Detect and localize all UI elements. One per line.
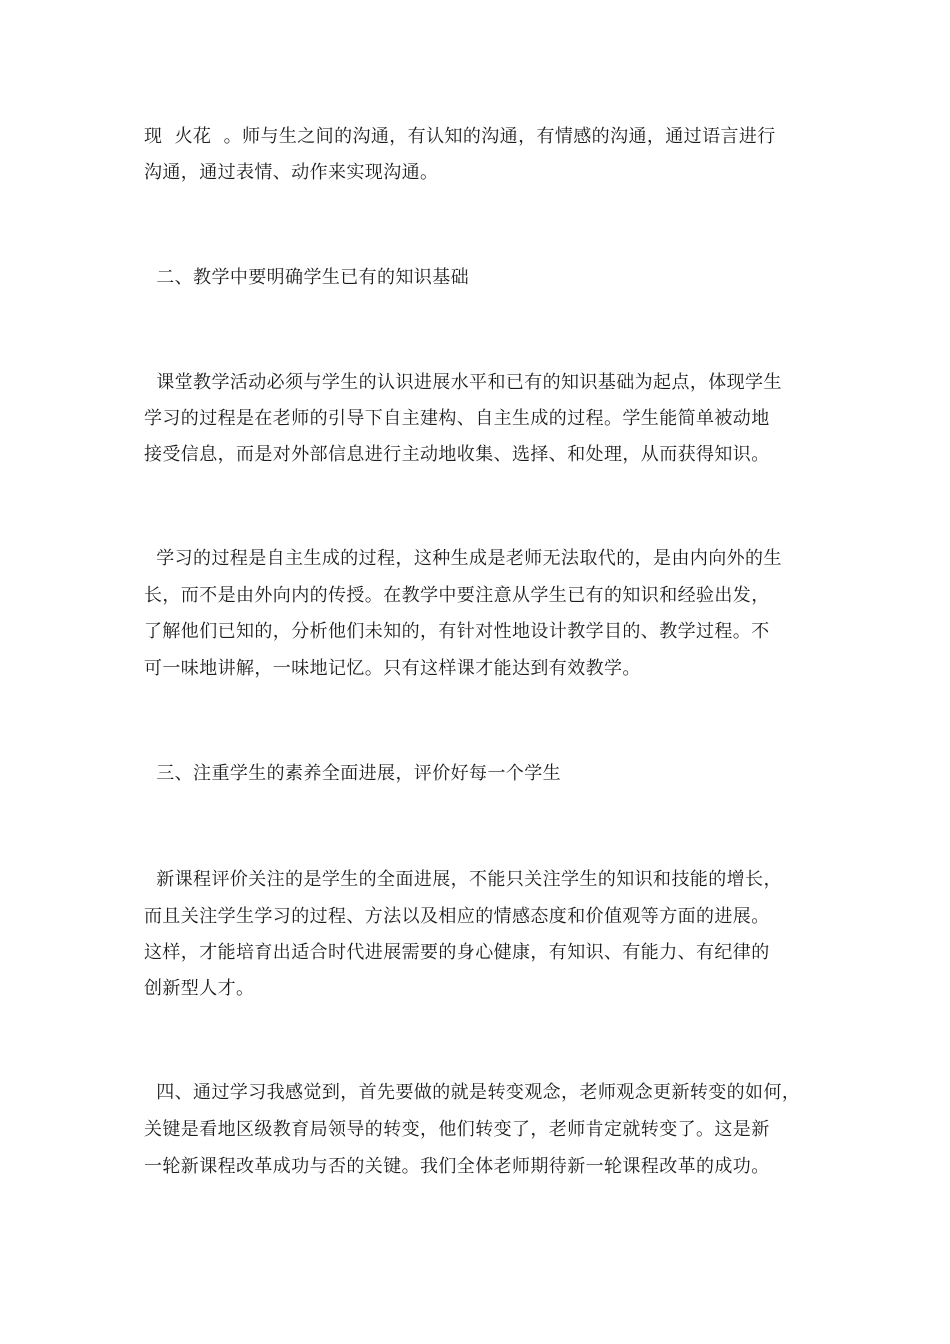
paragraph-4-line-2: 而且关注学生学习的过程、方法以及相应的情感态度和价值观等方面的进展。 — [144, 906, 770, 927]
paragraph-4-line-3: 这样，才能培育出适合时代进展需要的身心健康，有知识、有能力、有纪律的 — [144, 942, 770, 963]
paragraph-3-line-3: 了解他们已知的，分析他们未知的，有针对性地设计教学目的、教学过程。不 — [144, 621, 770, 642]
paragraph-2-line-3: 接受信息，而是对外部信息进行主动地收集、选择、和处理，从而获得知识。 — [144, 444, 770, 465]
section-heading-2: 二、教学中要明确学生已有的知识基础 — [144, 267, 470, 288]
paragraph-2-line-1: 课堂教学活动必须与学生的认识进展水平和已有的知识基础为起点，体现学生 — [144, 372, 782, 393]
paragraph-4-line-4: 创新型人才。 — [144, 978, 255, 999]
paragraph-1-line-1: 现 火花 。师与生之间的沟通，有认知的沟通，有情感的沟通，通过语言进行 — [144, 126, 776, 147]
paragraph-1-line-2: 沟通，通过表情、动作来实现沟通。 — [144, 162, 439, 183]
paragraph-3-line-1: 学习的过程是自主生成的过程，这种生成是老师无法取代的，是由内向外的生 — [144, 548, 782, 569]
paragraph-5-line-2: 关键是看地区级教育局领导的转变，他们转变了，老师肯定就转变了。这是新 — [144, 1119, 770, 1140]
paragraph-5-line-3: 一轮新课程改革成功与否的关键。我们全体老师期待新一轮课程改革的成功。 — [144, 1156, 770, 1177]
section-heading-3: 三、注重学生的素养全面进展，评价好每一个学生 — [144, 763, 562, 784]
paragraph-2-line-2: 学习的过程是在老师的引导下自主建构、自主生成的过程。学生能简单被动地 — [144, 408, 770, 429]
paragraph-3-line-2: 长，而不是由外向内的传授。在教学中要注意从学生已有的知识和经验出发， — [144, 585, 770, 606]
paragraph-4-line-1: 新课程评价关注的是学生的全面进展，不能只关注学生的知识和技能的增长， — [144, 869, 782, 890]
paragraph-3-line-4: 可一味地讲解，一味地记忆。只有这样课才能达到有效教学。 — [144, 658, 641, 679]
paragraph-5-line-1: 四、通过学习我感觉到，首先要做的就是转变观念，老师观念更新转变的如何， — [144, 1082, 801, 1103]
